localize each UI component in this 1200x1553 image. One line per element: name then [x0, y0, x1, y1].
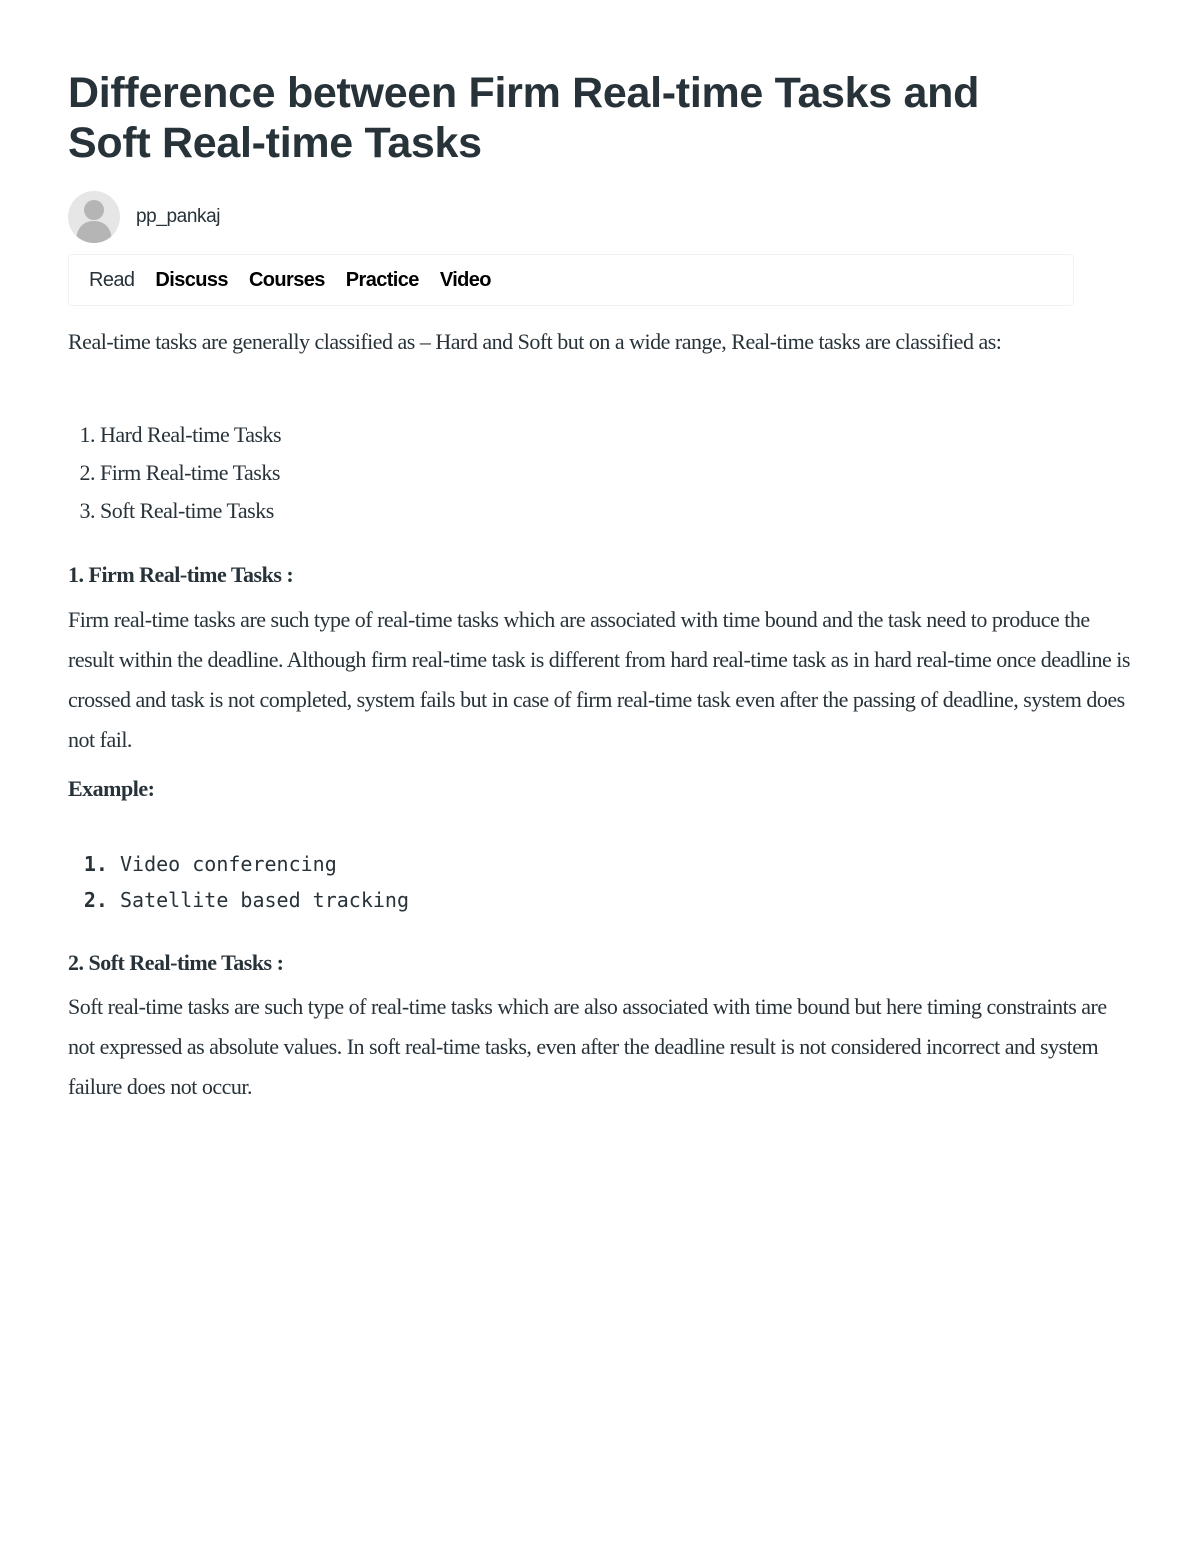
list-item: 1. Video conferencing [120, 846, 409, 882]
user-icon [68, 191, 120, 243]
list-item: 2. Satellite based tracking [120, 882, 409, 918]
firm-heading: 1. Firm Real-time Tasks : [68, 562, 294, 587]
list-item: 2. Firm Real-time Tasks [100, 454, 281, 492]
firm-paragraph: Firm real-time tasks are such type of real-time tasks which are associated with time bound and the task need to produce the result within the deadline. Although firm real-time task is different from hard real-time task as in hard real-time once deadline is crossed and task is not completed, system fails but in case of firm real-time task even after the passing of deadline, system does not fail. [68, 607, 1130, 752]
tab-video[interactable]: Video [439, 268, 491, 291]
tab-discuss[interactable]: Discuss [155, 268, 228, 291]
task-types-list [68, 416, 281, 530]
page-title: Difference between Firm Real-time Tasks and Soft Real-time Tasks [68, 69, 980, 167]
list-item: 1. Hard Real-time Tasks [100, 416, 281, 454]
tab-read[interactable]: Read [89, 268, 135, 291]
soft-paragraph: Soft real-time tasks are such type of real-time tasks which are also associated with time bound but here timing constraints are not expressed as absolute values. In soft real-time tasks, even after the deadline result is not considered incorrect and system failure does not occur. [68, 994, 1107, 1099]
author-info [68, 191, 220, 243]
soft-heading: 2. Soft Real-time Tasks : [68, 950, 284, 975]
article-tabs [68, 254, 1074, 306]
example-label: Example: [68, 776, 155, 801]
intro-paragraph: Real-time tasks are generally classified as – Hard and Soft but on a wide range, Real-time tasks are classified as: [68, 329, 1002, 354]
avatar[interactable] [68, 191, 120, 243]
tab-courses[interactable]: Courses [248, 268, 325, 291]
examples-list [68, 846, 409, 918]
author-name[interactable]: pp_pankaj [136, 206, 221, 227]
tab-practice[interactable]: Practice [345, 268, 419, 291]
list-item: 3. Soft Real-time Tasks [100, 492, 281, 530]
